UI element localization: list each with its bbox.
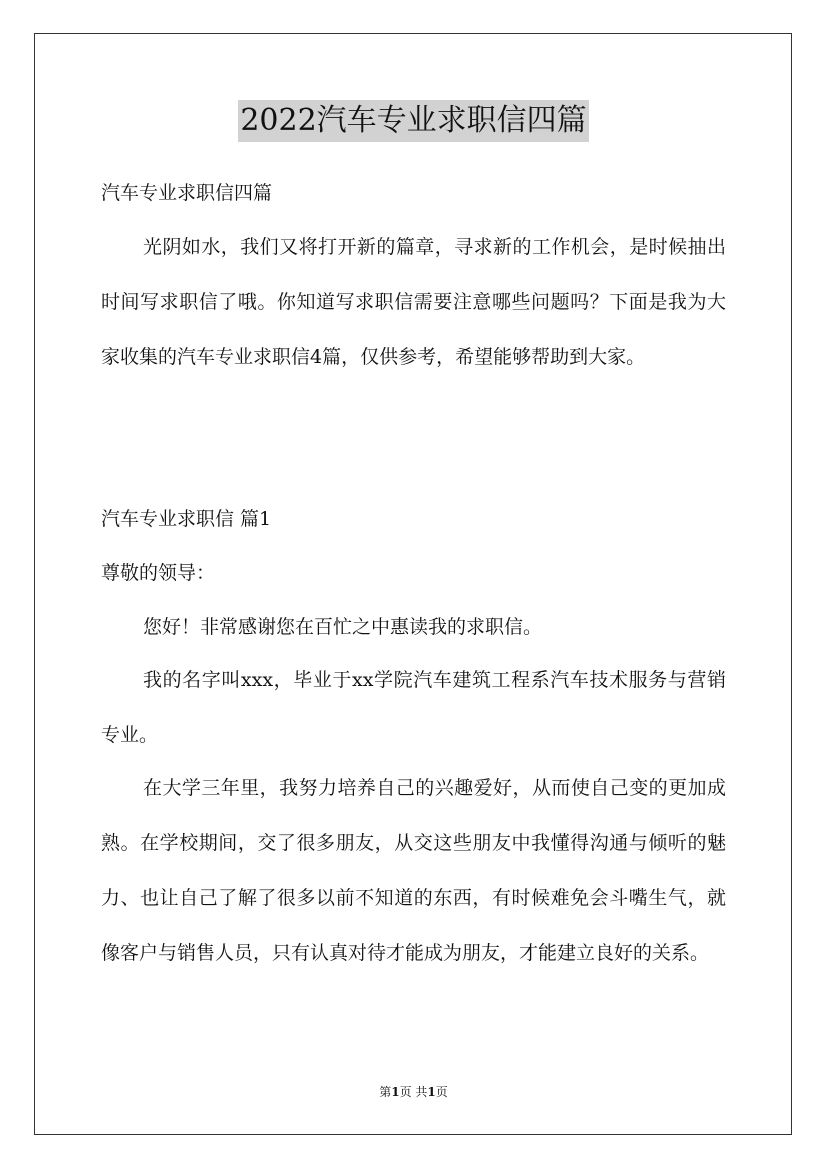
footer-page-number: 1 [391, 1085, 400, 1099]
footer-suffix: 页 [435, 1085, 448, 1099]
salutation: 尊敬的领导： [101, 562, 216, 584]
body-paragraph-2: 在大学三年里，我努力培养自己的兴趣爱好，从而使自己变的更加成熟。在学校期间，交了很多朋友，从交这些朋友中我懂得沟通与倾听的魅力、也让自己了解了很多以前不知道的东西，有时候难免会斗嘴生气，就像客户与销售人员，只有认真对待才能成为朋友，才能建立良好的关系。 [101, 777, 726, 964]
body-paragraph-1: 我的名字叫xxx，毕业于xx学院汽车建筑工程系汽车技术服务与营销专业。 [101, 669, 726, 746]
greeting-line: 您好！非常感谢您在百忙之中惠读我的求职信。 [143, 616, 543, 638]
document-title: 2022汽车专业求职信四篇 [238, 100, 588, 142]
footer-mid: 页 共 [399, 1085, 428, 1099]
intro-paragraph: 光阴如水，我们又将打开新的篇章，寻求新的工作机会，是时候抽出时间写求职信了哦。你知道写求职信需要注意哪些问题吗？下面是我为大家收集的汽车专业求职信4篇，仅供参考，希望能够帮助到大家。 [101, 236, 726, 368]
title-container [0, 100, 827, 142]
section-heading: 汽车专业求职信 篇1 [101, 508, 272, 530]
footer-page-total: 1 [427, 1085, 436, 1099]
footer-prefix: 第 [379, 1085, 392, 1099]
document-subtitle: 汽车专业求职信四篇 [101, 182, 273, 204]
page-footer [0, 1084, 827, 1100]
